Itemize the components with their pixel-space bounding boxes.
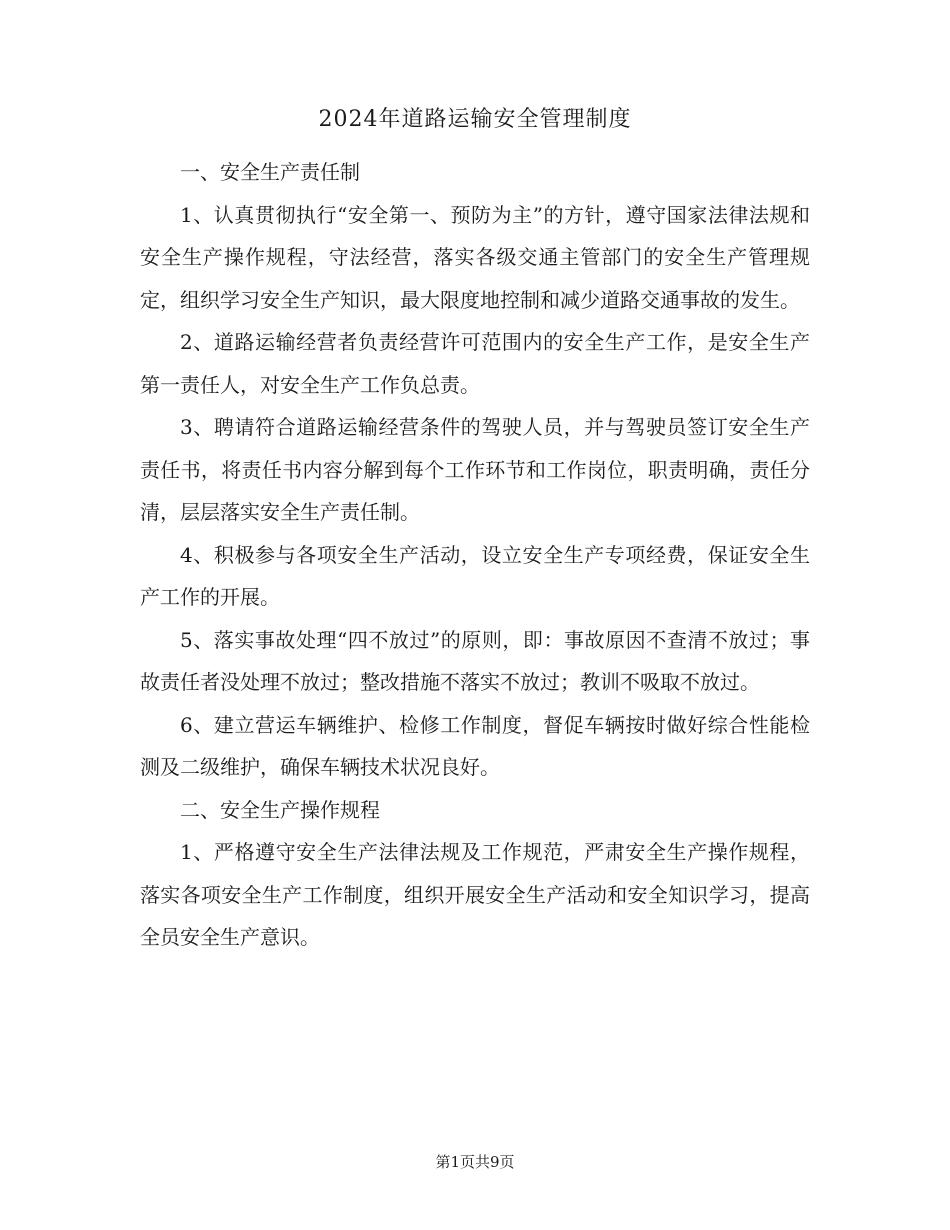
paragraph-1-4: 4、积极参与各项安全生产活动，设立安全生产专项经费，保证安全生产工作的开展。 bbox=[140, 542, 810, 609]
paragraph-1-2: 2、道路运输经营者负责经营许可范围内的安全生产工作，是安全生产第一责任人，对安全生产工作负总责。 bbox=[140, 330, 810, 397]
paragraph-1-6: 6、建立营运车辆维护、检修工作制度，督促车辆按时做好综合性能检测及二级维护，确保车辆技术状况良好。 bbox=[140, 712, 810, 779]
section-heading-1: 一、安全生产责任制 bbox=[180, 160, 360, 184]
paragraph-2-1: 1、严格遵守安全生产法律法规及工作规范，严肃安全生产操作规程，落实各项安全生产工作制度，组织开展安全生产活动和安全知识学习，提高全员安全生产意识。 bbox=[140, 840, 810, 949]
page-footer: 第1页共9页 bbox=[435, 1153, 515, 1171]
section-heading-2: 二、安全生产操作规程 bbox=[180, 797, 380, 822]
document-title: 2024年道路运输安全管理制度 bbox=[318, 107, 632, 132]
document-body bbox=[140, 151, 810, 959]
paragraph-1-1: 1、认真贯彻执行“安全第一、预防为主”的方针，遵守国家法律法规和安全生产操作规程，守法经营，落实各级交通主管部门的安全生产管理规定，组织学习安全生产知识，最大限度地控制和减少道路交通事故的发生。 bbox=[140, 202, 810, 312]
paragraph-1-3: 3、聘请符合道路运输经营条件的驾驶人员，并与驾驶员签订安全生产责任书，将责任书内容分解到每个工作环节和工作岗位，职责明确，责任分清，层层落实安全生产责任制。 bbox=[140, 415, 810, 524]
paragraph-1-5: 5、落实事故处理“四不放过”的原则，即：事故原因不查清不放过；事故责任者没处理不放过；整改措施不落实不放过；教训不吸取不放过。 bbox=[140, 627, 810, 694]
